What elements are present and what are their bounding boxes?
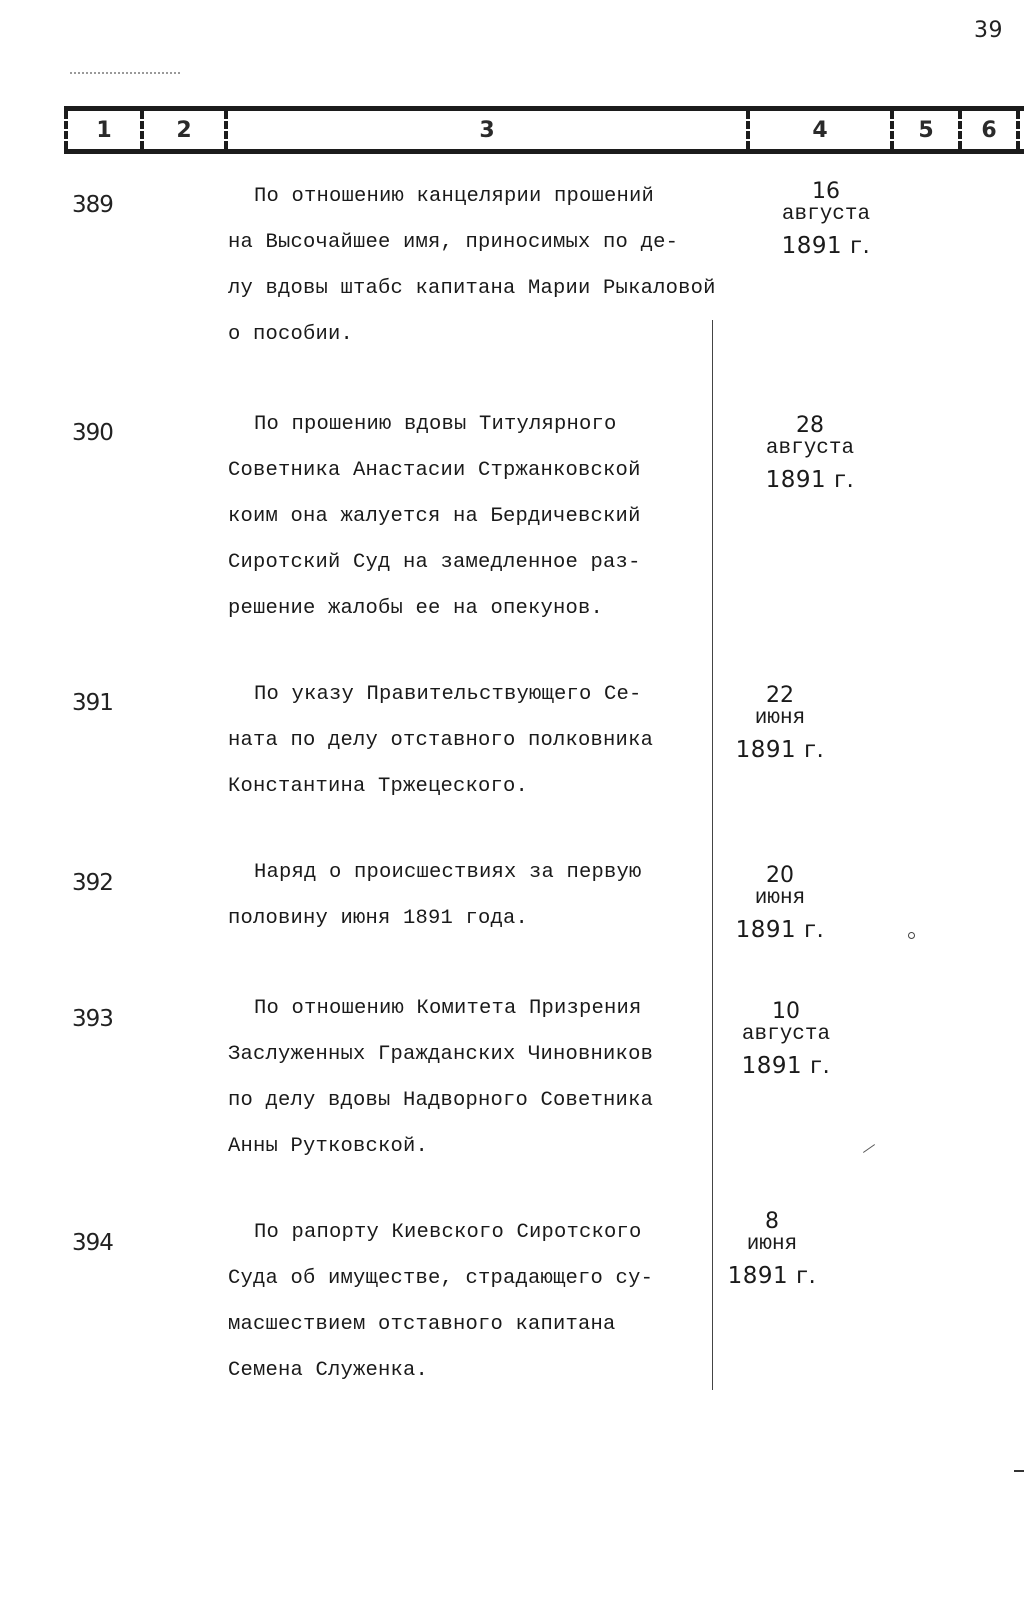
entry-date-year: 1891 г. — [727, 1263, 817, 1289]
page-number: 39 — [974, 18, 1003, 43]
column-header-6: 6 — [958, 111, 1020, 149]
stray-mark-circle — [908, 932, 915, 939]
entry-number: 393 — [72, 1006, 113, 1032]
entry-line: Суда об имуществе, страдающего су- — [228, 1267, 654, 1290]
column-header-2: 2 — [140, 111, 224, 149]
entry-date — [706, 1000, 866, 1086]
entry-number: 390 — [72, 420, 113, 446]
entry-description — [228, 402, 788, 632]
entry-line: решение жалобы ее на опекунов. — [228, 597, 604, 620]
entry-date — [692, 1210, 852, 1296]
entry-line: По прошению вдовы Титулярного — [254, 413, 617, 436]
entry-date-day: 22 — [766, 683, 794, 708]
entry-date-month: июня — [754, 707, 806, 730]
entry-line: масшествием отставного капитана — [228, 1313, 616, 1336]
column-header-3: 3 — [224, 111, 746, 149]
entry-line: Константина Тржецеского. — [228, 775, 529, 798]
entry-date-year: 1891 г. — [741, 1053, 831, 1079]
entry-number: 391 — [72, 690, 113, 716]
entry-line: на Высочайшее имя, приносимых по де- — [228, 231, 679, 254]
entry-line: о пособии. — [228, 323, 354, 346]
entry-line: ната по делу отставного полковника — [228, 729, 654, 752]
stray-mark-slash — [863, 1144, 875, 1153]
entry-line: Наряд о происшествиях за первую — [254, 861, 642, 884]
entry-line: По указу Правительствующего Се- — [254, 683, 642, 706]
entry-line: По отношению канцелярии прошений — [254, 185, 655, 208]
entry-description — [228, 174, 788, 358]
entry-line: Заслуженных Гражданских Чиновников — [228, 1043, 654, 1066]
entry-date-month: августа — [781, 203, 871, 226]
entry-number: 392 — [72, 870, 113, 896]
entry-date-day: 8 — [765, 1209, 779, 1234]
entry-date-day: 20 — [766, 863, 794, 888]
entry-line: Советника Анастасии Стржанковской — [228, 459, 641, 482]
entry-line: коим она жалуется на Бердичевский — [228, 505, 641, 528]
entry-line: половину июня 1891 года. — [228, 907, 529, 930]
entry-date-month: июня — [746, 1233, 798, 1256]
entry-date-year: 1891 г. — [765, 467, 855, 493]
entry-line: по делу вдовы Надворного Советника — [228, 1089, 654, 1112]
entry-date-year: 1891 г. — [781, 233, 871, 259]
stray-mark-dash — [1014, 1470, 1024, 1472]
entry-date-year: 1891 г. — [735, 737, 825, 763]
entry-date — [700, 864, 860, 950]
entry-line: По отношению Комитета Призрения — [254, 997, 642, 1020]
entry-date-month: августа — [741, 1023, 831, 1046]
entry-line: Сиротский Суд на замедленное раз- — [228, 551, 641, 574]
column-header-5: 5 — [890, 111, 958, 149]
entry-line: По рапорту Киевского Сиротского — [254, 1221, 642, 1244]
entry-date-year: 1891 г. — [735, 917, 825, 943]
decorative-speckle — [70, 72, 180, 74]
entry-line: лу вдовы штабс капитана Марии Рыкаловой — [228, 277, 716, 300]
entry-date-month: июня — [754, 887, 806, 910]
entry-date — [700, 684, 860, 770]
entry-number: 394 — [72, 1230, 113, 1256]
entry-date-month: августа — [765, 437, 855, 460]
entry-line: Семена Служенка. — [228, 1359, 429, 1382]
entry-description — [228, 986, 788, 1170]
entry-line: Анны Рутковской. — [228, 1135, 429, 1158]
entry-date — [746, 180, 906, 266]
column-header-row — [64, 106, 1024, 154]
entry-number: 389 — [72, 192, 113, 218]
column-header-1: 1 — [64, 111, 140, 149]
entry-date — [730, 414, 890, 500]
column-header-4: 4 — [746, 111, 890, 149]
entry-date-day: 10 — [772, 999, 800, 1024]
entry-date-day: 16 — [812, 179, 840, 204]
entry-date-day: 28 — [796, 413, 824, 438]
